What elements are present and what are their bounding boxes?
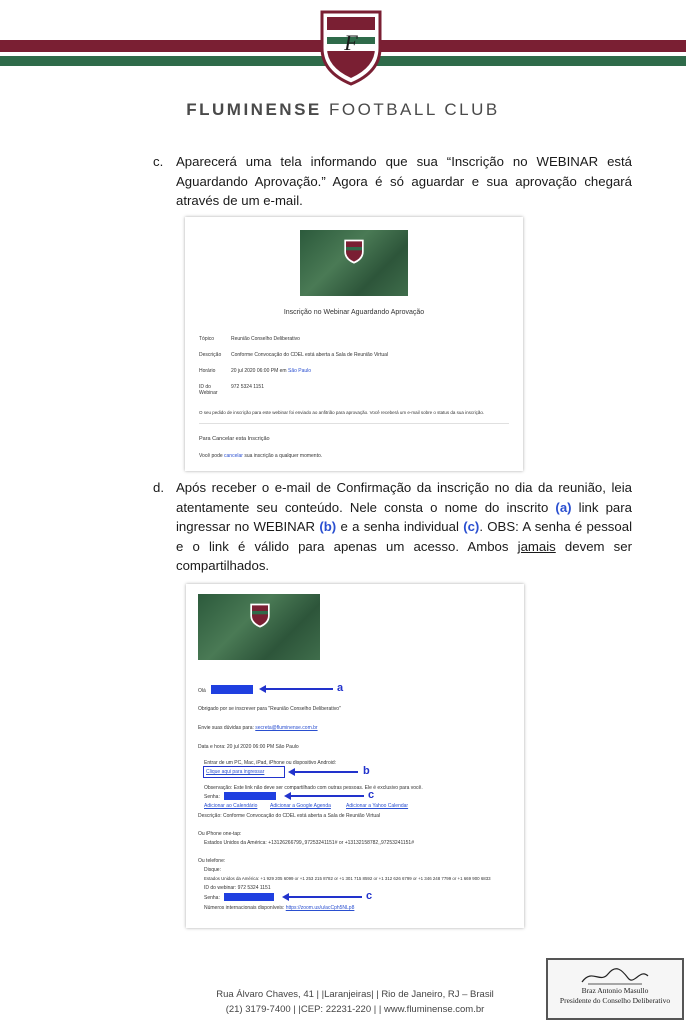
iphone-heading: Ou iPhone one-tap:	[198, 831, 242, 837]
phone-heading: Ou telefone:	[198, 858, 226, 864]
arrow-c2-line	[288, 896, 362, 898]
item-d-marker: d.	[153, 480, 164, 495]
redacted-password-2	[224, 893, 274, 901]
row-label-webinar-id: ID do Webinar	[199, 384, 218, 396]
arrow-b-line	[294, 771, 358, 773]
row-value-description: Conforme Convocação do CDEL está aberta a Sala de Reunião Virtual	[231, 352, 389, 358]
footer-address: Rua Álvaro Chaves, 41 | |Laranjeiras| | Rio de Janeiro, RJ – Brasil	[216, 989, 494, 1000]
screenshot-confirmation-email	[186, 584, 524, 928]
row-label-description: Descrição	[199, 352, 222, 358]
add-calendar-link[interactable]: Adicionar ao Calendário	[204, 803, 258, 809]
description-line: Descrição: Conforme Convocação do CDEL está aberta a Sala de Reunião Virtual	[198, 813, 381, 819]
item-d-text: Após receber o e-mail de Confirmação da inscrição no dia da reunião, leia atentamente seu conteúdo. Nele consta o nome do inscrito (a) link para ingressar no WEBINAR (b) e a senha individual (c). OBS: A senha é pessoal e o link é válido para apenas um acesso. Ambos jamais devem ser compartilhados.	[176, 480, 633, 573]
row-label-time: Horário	[199, 368, 216, 374]
screenshot-registration-pending	[185, 217, 523, 471]
dial-line: Estados Unidos da América: +1 929 205 6099 or +1 253 215 8782 or +1 301 715 8592 or +1 312 626 6799 or +1 346 248 7799 or +1 669 900 6833	[204, 876, 491, 881]
club-name: FLUMINENSE FOOTBALL CLUB	[186, 100, 500, 119]
row-label-topic: Tópico	[199, 336, 215, 342]
iphone-line: Estados Unidos da América: +13126266799,,97253241151# or +13132158782,,97253241151#	[204, 840, 414, 846]
pending-notice: O seu pedido de inscrição para este webinar foi enviado ao anfitrião para aprovação. Você receberá um e-mail sobre o status da sua inscrição.	[199, 410, 485, 415]
redacted-password	[224, 792, 276, 800]
webinar-id-line: ID do webinar: 972 5324 1151	[204, 885, 271, 891]
underlined-word: jamais	[517, 538, 556, 554]
join-link[interactable]: Clique aqui para ingressar	[206, 769, 265, 775]
datetime-line: Data e hora: 20 jul 2020 06:00 PM São Paulo	[198, 744, 299, 750]
thanks-line: Obrigado por se inscrever para "Reunião Conselho Deliberativo"	[198, 706, 341, 712]
item-c-text: Aparecerá uma tela informando que sua “Inscrição no WEBINAR está Aguardando Aprovação.” Agora é só aguardar e sua aprovação chegará através de um e-mail.	[176, 154, 632, 208]
add-google-link[interactable]: Adicionar a Google Agenda	[270, 803, 331, 809]
item-c-marker: c.	[153, 154, 164, 169]
dial-label: Disque:	[204, 867, 221, 873]
add-yahoo-link[interactable]: Adicionar a Yahoo Calendar	[346, 803, 409, 809]
send-email-link[interactable]: secreta@fluminense.com.br	[255, 725, 318, 731]
arrow-a-label: a	[337, 682, 344, 694]
arrow-c1-label: c	[368, 789, 375, 801]
arrow-c2-label: c	[366, 890, 373, 902]
password-label: Senha:	[204, 794, 220, 800]
label-a: (a)	[555, 499, 572, 515]
row-value-time: 20 jul 2020 06:00 PM em São Paulo	[231, 368, 312, 374]
cancel-link[interactable]: cancelar	[224, 453, 243, 459]
footer-contact: (21) 3179-7400 | |CEP: 22231-220 | | www.fluminense.com.br	[225, 1004, 485, 1015]
row-value-webinar-id: 972 5324 1151	[231, 384, 264, 390]
timezone-link[interactable]: São Paulo	[287, 368, 312, 374]
arrow-a-line	[265, 688, 333, 690]
signature-stamp	[546, 958, 684, 1020]
send-line: Envie suas dúvidas para: secreta@fluminense.com.br	[198, 725, 318, 731]
observation-line: Observação: Este link não deve ser compartilhado com outras pessoas. Ele é exclusivo para você.	[204, 785, 423, 791]
divider	[199, 423, 509, 424]
arrow-c1-line	[290, 795, 364, 797]
club-crest-small-icon	[343, 237, 365, 265]
join-line: Entrar de um PC, Mac, iPad, iPhone ou dispositivo Android:	[204, 760, 337, 766]
label-c: (c)	[463, 519, 480, 534]
greeting: Olá	[198, 688, 206, 694]
signature-name: Braz Antonio Masullo	[581, 986, 649, 995]
pending-heading: Inscrição no Webinar Aguardando Aprovação	[283, 309, 425, 316]
label-b: (b)	[319, 519, 337, 534]
cancel-heading: Para Cancelar esta Inscrição	[199, 436, 270, 442]
password-label-2: Senha:	[204, 895, 220, 901]
cancel-line: Você pode cancelar sua inscrição a qualquer momento.	[199, 453, 323, 459]
handwritten-signature-icon	[578, 964, 652, 986]
arrow-b-label: b	[363, 765, 370, 777]
club-crest-email-icon	[249, 600, 271, 630]
intl-line: Números internacionais disponíveis: https://zoom.us/u/acCph5NLp8	[204, 905, 355, 911]
signature-role: Presidente do Conselho Deliberativo	[559, 996, 671, 1005]
club-crest-icon	[318, 6, 384, 86]
redacted-name	[211, 685, 253, 694]
svg-text:F: F	[344, 30, 358, 55]
intl-link[interactable]: https://zoom.us/u/acCph5NLp8	[285, 905, 355, 911]
row-value-topic: Reunião Conselho Deliberativo	[231, 336, 300, 342]
